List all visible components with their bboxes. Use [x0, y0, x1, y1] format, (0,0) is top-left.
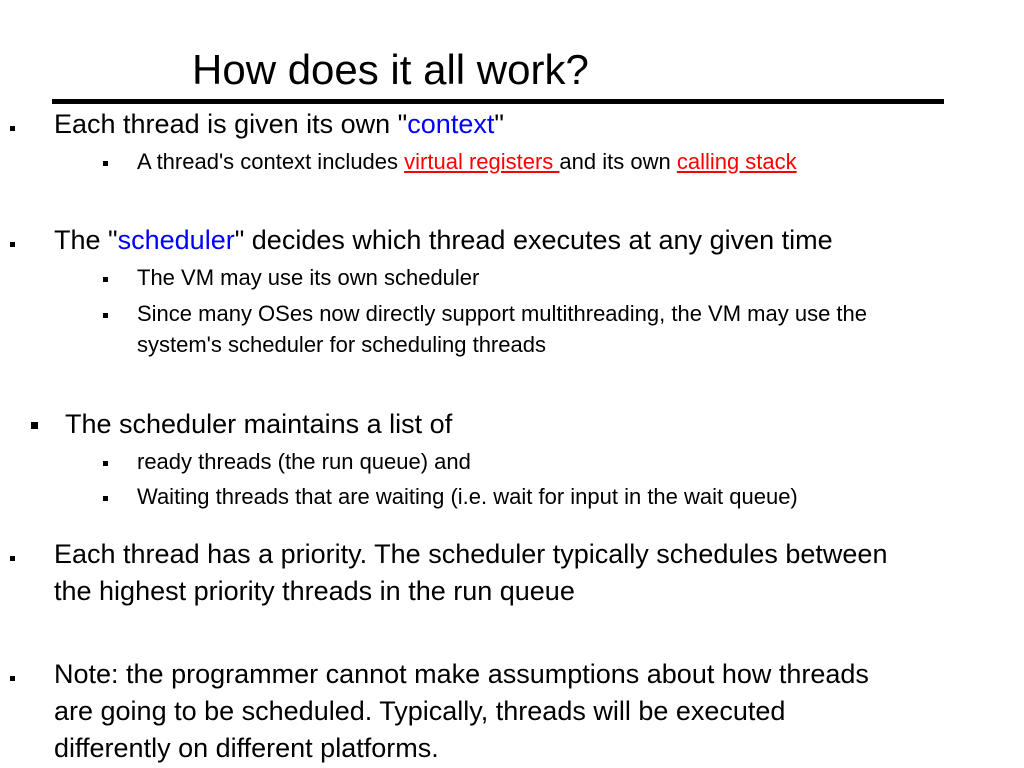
keyword-scheduler: scheduler: [117, 225, 235, 255]
sub-bullet-marker: [103, 277, 108, 282]
bullet-marker: [10, 556, 15, 561]
sub-bullet-line: Since many OSes now directly support multithreading, the VM may use the: [137, 301, 868, 326]
sub-bullet-marker: [103, 461, 108, 466]
bullet-note: [54, 658, 869, 765]
sub-bullet-context-includes: [137, 148, 797, 175]
bullet-line: are going to be scheduled. Typically, threads will be executed: [54, 696, 786, 726]
sub-bullet-ready-threads: ready threads (the run queue) and: [137, 449, 471, 474]
bullet-marker: [31, 422, 38, 429]
sub-bullet-text: and its own: [559, 149, 677, 174]
bullet-scheduler: [54, 224, 833, 257]
bullet-line: Note: the programmer cannot make assumptions about how threads: [54, 659, 869, 689]
sub-bullet-marker: [103, 161, 108, 166]
sub-bullet-marker: [103, 313, 108, 318]
bullet-line: the highest priority threads in the run queue: [54, 576, 575, 606]
bullet-marker: [10, 126, 15, 131]
bullet-line: Each thread has a priority. The scheduler typically schedules between: [54, 539, 888, 569]
bullet-priority: [54, 538, 887, 608]
bullet-text: Each thread is given its own ": [54, 109, 408, 139]
bullet-text: " decides which thread executes at any given time: [234, 225, 833, 255]
sub-bullet-line: system's scheduler for scheduling threads: [137, 332, 546, 357]
title-underline: [52, 99, 944, 104]
sub-bullet-marker: [103, 496, 108, 501]
sub-bullet-vm-scheduler: The VM may use its own scheduler: [137, 265, 480, 290]
sub-bullet-text: A thread's context includes: [137, 149, 405, 174]
bullet-scheduler-list: The scheduler maintains a list of: [65, 409, 453, 439]
bullet-text: The ": [54, 225, 118, 255]
bullet-text: ": [494, 109, 504, 139]
sub-bullet-os-scheduler: [137, 300, 867, 358]
keyword-context: context: [407, 109, 495, 139]
bullet-line: differently on different platforms.: [54, 733, 439, 763]
link-virtual-registers[interactable]: virtual registers: [404, 149, 560, 174]
link-calling-stack[interactable]: calling stack: [676, 149, 797, 174]
bullet-context: [54, 108, 504, 141]
bullet-marker: [10, 676, 15, 681]
slide-title: How does it all work?: [192, 46, 589, 93]
sub-bullet-waiting-threads: Waiting threads that are waiting (i.e. wait for input in the wait queue): [137, 484, 798, 509]
bullet-marker: [10, 242, 15, 247]
